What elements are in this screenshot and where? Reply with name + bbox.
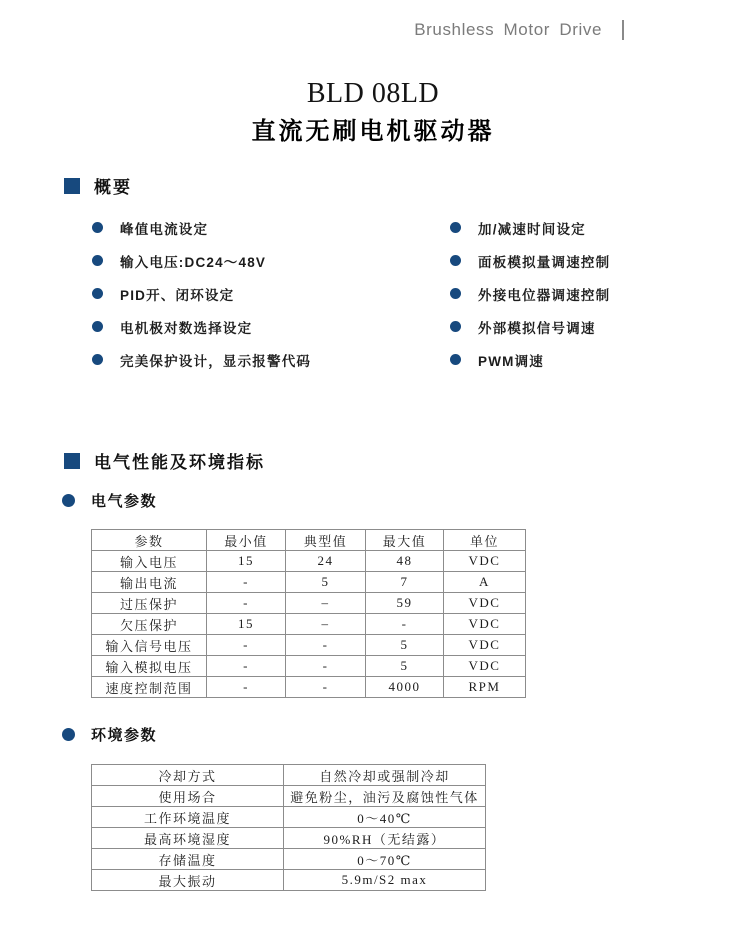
overview-section-label: 概要 bbox=[94, 178, 132, 197]
list-item bbox=[92, 343, 311, 376]
table-cell: 24 bbox=[286, 551, 366, 572]
feature-text: 峰值电流设定 bbox=[120, 221, 209, 237]
bullet-dot-icon bbox=[92, 288, 103, 299]
bullet-dot-icon bbox=[450, 288, 461, 299]
table-cell: 0～70℃ bbox=[284, 849, 486, 870]
bullet-dot-icon bbox=[450, 222, 461, 233]
list-item bbox=[92, 211, 311, 244]
table-cell: 5 bbox=[286, 572, 366, 593]
table-cell: 输入电压 bbox=[92, 551, 207, 572]
table-cell: 存储温度 bbox=[92, 849, 284, 870]
table-cell: – bbox=[286, 593, 366, 614]
feature-text: 完美保护设计，显示报警代码 bbox=[120, 353, 312, 369]
list-item bbox=[92, 277, 311, 310]
table-row bbox=[92, 849, 486, 870]
table-row bbox=[92, 593, 526, 614]
table-cell: VDC bbox=[444, 551, 526, 572]
table-header-row bbox=[92, 530, 526, 551]
model-title: BLD 08LD bbox=[306, 78, 440, 109]
feature-text: 输入电压:DC24～48V bbox=[120, 254, 267, 270]
bullet-dot-icon bbox=[62, 494, 75, 507]
bullet-dot-icon bbox=[92, 255, 103, 266]
electrical-sub-heading bbox=[62, 490, 157, 511]
table-row bbox=[92, 870, 486, 891]
specs-section-label: 电气性能及环境指标 bbox=[94, 453, 265, 472]
list-item bbox=[92, 244, 311, 277]
table-cell: 48 bbox=[366, 551, 444, 572]
list-item bbox=[450, 244, 610, 277]
table-cell: – bbox=[286, 614, 366, 635]
table-row bbox=[92, 807, 486, 828]
table-row bbox=[92, 786, 486, 807]
table-cell: - bbox=[207, 677, 286, 698]
table-cell: 输出电流 bbox=[92, 572, 207, 593]
table-cell: 自然冷却或强制冷却 bbox=[284, 765, 486, 786]
table-cell: 5 bbox=[366, 635, 444, 656]
bullet-dot-icon bbox=[450, 255, 461, 266]
electrical-parameters-table bbox=[91, 529, 526, 698]
table-row bbox=[92, 677, 526, 698]
table-cell: 工作环境温度 bbox=[92, 807, 284, 828]
table-cell: 输入模拟电压 bbox=[92, 656, 207, 677]
table-cell: VDC bbox=[444, 614, 526, 635]
feature-list-left bbox=[92, 211, 311, 376]
table-cell: 输入信号电压 bbox=[92, 635, 207, 656]
feature-text: 外接电位器调速控制 bbox=[478, 287, 611, 303]
list-item bbox=[450, 211, 610, 244]
table-cell: - bbox=[286, 635, 366, 656]
table-cell: 冷却方式 bbox=[92, 765, 284, 786]
table-cell: VDC bbox=[444, 656, 526, 677]
bullet-dot-icon bbox=[62, 728, 75, 741]
table-cell: 速度控制范围 bbox=[92, 677, 207, 698]
table-row bbox=[92, 614, 526, 635]
table-cell: 15 bbox=[207, 614, 286, 635]
table-cell: 0～40℃ bbox=[284, 807, 486, 828]
list-item bbox=[92, 310, 311, 343]
feature-text: 加/减速时间设定 bbox=[478, 221, 586, 237]
feature-text: 外部模拟信号调速 bbox=[478, 320, 596, 336]
table-cell: 5.9m/S2 max bbox=[284, 870, 486, 891]
table-cell: 5 bbox=[366, 656, 444, 677]
square-bullet-icon bbox=[64, 453, 80, 469]
product-title: 直流无刷电机驱动器 bbox=[251, 118, 495, 145]
table-row bbox=[92, 828, 486, 849]
table-cell: - bbox=[207, 572, 286, 593]
column-header: 参数 bbox=[92, 530, 207, 551]
table-cell: - bbox=[286, 677, 366, 698]
table-row bbox=[92, 635, 526, 656]
electrical-sub-label: 电气参数 bbox=[91, 493, 158, 510]
table-cell: 7 bbox=[366, 572, 444, 593]
list-item bbox=[450, 277, 610, 310]
overview-section-heading bbox=[64, 173, 132, 198]
table-cell: 15 bbox=[207, 551, 286, 572]
table-cell: - bbox=[207, 635, 286, 656]
table-cell: 59 bbox=[366, 593, 444, 614]
list-item bbox=[450, 343, 610, 376]
feature-text: 电机极对数选择设定 bbox=[120, 320, 253, 336]
table-cell: 90%RH（无结露） bbox=[284, 828, 486, 849]
table-cell: 最高环境湿度 bbox=[92, 828, 284, 849]
bullet-dot-icon bbox=[92, 354, 103, 365]
bullet-dot-icon bbox=[92, 321, 103, 332]
table-cell: 欠压保护 bbox=[92, 614, 207, 635]
table-cell: 使用场合 bbox=[92, 786, 284, 807]
table-row bbox=[92, 551, 526, 572]
table-row bbox=[92, 572, 526, 593]
bullet-dot-icon bbox=[450, 354, 461, 365]
brand-text: Brushless Motor Drive bbox=[414, 20, 602, 39]
table-cell: A bbox=[444, 572, 526, 593]
table-cell: - bbox=[286, 656, 366, 677]
feature-list-right bbox=[450, 211, 610, 376]
divider-bar bbox=[622, 20, 624, 40]
specs-section-heading bbox=[64, 448, 265, 473]
brand-header bbox=[414, 20, 624, 40]
column-header: 典型值 bbox=[286, 530, 366, 551]
bullet-dot-icon bbox=[450, 321, 461, 332]
column-header: 最小值 bbox=[207, 530, 286, 551]
table-row bbox=[92, 656, 526, 677]
feature-text: PWM调速 bbox=[478, 353, 544, 369]
list-item bbox=[450, 310, 610, 343]
table-cell: VDC bbox=[444, 635, 526, 656]
environment-parameters-table bbox=[91, 764, 486, 891]
table-cell: RPM bbox=[444, 677, 526, 698]
table-cell: 过压保护 bbox=[92, 593, 207, 614]
table-cell: 4000 bbox=[366, 677, 444, 698]
environment-sub-heading bbox=[62, 724, 157, 745]
table-cell: 避免粉尘，油污及腐蚀性气体 bbox=[284, 786, 486, 807]
table-cell: - bbox=[207, 593, 286, 614]
table-cell: - bbox=[366, 614, 444, 635]
column-header: 单位 bbox=[444, 530, 526, 551]
bullet-dot-icon bbox=[92, 222, 103, 233]
column-header: 最大值 bbox=[366, 530, 444, 551]
square-bullet-icon bbox=[64, 178, 80, 194]
table-cell: - bbox=[207, 656, 286, 677]
environment-sub-label: 环境参数 bbox=[91, 727, 158, 744]
feature-text: 面板模拟量调速控制 bbox=[478, 254, 611, 270]
table-cell: 最大振动 bbox=[92, 870, 284, 891]
feature-text: PID开、闭环设定 bbox=[120, 287, 235, 303]
table-cell: VDC bbox=[444, 593, 526, 614]
table-row bbox=[92, 765, 486, 786]
